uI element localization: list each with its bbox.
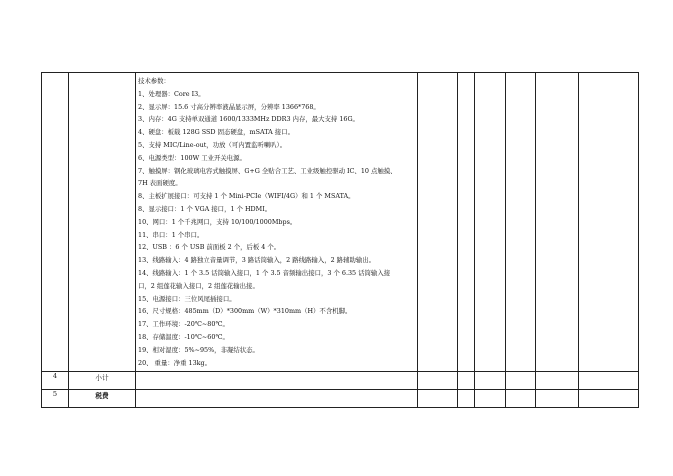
table-row-subtotal	[42, 372, 639, 390]
spec-line: 16、尺寸规格：485mm（D）*300mm（W）*310mm（H）不含机脚。	[138, 307, 352, 316]
cell-empty	[458, 390, 475, 408]
row-number: 5	[42, 390, 69, 408]
cell-empty	[418, 372, 458, 390]
cell-empty	[506, 372, 536, 390]
quotation-table	[41, 72, 639, 408]
spec-line: 19、相对湿度：5%~95%，非凝结状态。	[138, 345, 259, 354]
spec-line: 17、工作环境：-20℃~80℃。	[138, 320, 229, 329]
tax-label: 税费	[69, 390, 136, 408]
cell-empty	[579, 73, 639, 372]
cell-empty	[506, 73, 536, 372]
spec-line: 7H 表面硬度。	[138, 179, 182, 188]
cell-empty	[136, 372, 418, 390]
spec-line: 10、网口：1 个千兆网口，支持 10/100/1000Mbps。	[138, 217, 297, 226]
cell-empty	[579, 372, 639, 390]
cell-empty	[136, 390, 418, 408]
cell-empty	[536, 73, 579, 372]
subtotal-label: 小计	[69, 372, 136, 390]
cell-item	[69, 73, 136, 372]
spec-line: 8、主板扩展接口：可支持 1 个 Mini-PCIe（WIFI/4G）和 1 个 MSATA。	[138, 192, 355, 201]
spec-line: 18、存储温度：-10℃~60℃。	[138, 332, 229, 341]
spec-cell	[136, 73, 418, 372]
spec-line: 7、触摸屏：钢化玻璃电容式触摸屏、G+G 全贴合工艺、工业级触控驱动 IC、10 点触摸、	[138, 166, 397, 175]
cell-empty	[475, 73, 506, 372]
spec-line: 1、处理器：Core I3。	[138, 89, 205, 98]
spec-line: 5、支持 MIC/Line-out，功放（可内置监听喇叭）。	[138, 140, 287, 149]
cell-index	[42, 73, 69, 372]
cell-empty	[579, 390, 639, 408]
spec-line: 20、 重量：净重 13kg。	[138, 358, 212, 367]
cell-empty	[475, 372, 506, 390]
cell-empty	[475, 390, 506, 408]
spec-line: 4、硬盘：板载 128G SSD 固态硬盘，mSATA 接口。	[138, 128, 294, 137]
spec-line: 8、显示接口：1 个 VGA 接口，1 个 HDMI。	[138, 204, 272, 213]
cell-empty	[506, 390, 536, 408]
spec-line: 15、电源接口：三位风尾插接口。	[138, 294, 236, 303]
row-number: 4	[42, 372, 69, 390]
cell-empty	[536, 390, 579, 408]
cell-empty	[458, 73, 475, 372]
spec-list	[138, 75, 415, 369]
cell-empty	[536, 372, 579, 390]
spec-line: 3、内存：4G 支持单双通道 1600/1333MHz DDR3 内存，最大支持 16G。	[138, 115, 359, 124]
spec-line: 12、USB ：6 个 USB 前面板 2 个，后板 4 个。	[138, 243, 281, 252]
spec-line: 14、线路输入：1 个 3.5 话筒输入接口，1 个 3.5 音频输出接口，3 个 6.35 话筒输入接	[138, 268, 391, 277]
cell-empty	[418, 73, 458, 372]
table-row-tax	[42, 390, 639, 408]
cell-empty	[418, 390, 458, 408]
cell-empty	[458, 372, 475, 390]
spec-line: 口，2 组莲花输入接口，2 组莲花输出接。	[138, 281, 259, 290]
spec-line: 2、显示屏：15.6 寸高分辨率液晶显示屏，分辨率 1366*768。	[138, 102, 320, 111]
table-row-spec	[42, 73, 639, 372]
spec-line: 13、线路输入：4 路独立音量调节，3 路话筒输入，2 路线路输入，2 路辅助输出。	[138, 256, 376, 265]
spec-line: 技术参数：	[138, 77, 170, 85]
spec-line: 6、电源类型：100W 工业开关电源。	[138, 153, 246, 162]
spec-line: 11、串口：1 个串口。	[138, 230, 204, 239]
